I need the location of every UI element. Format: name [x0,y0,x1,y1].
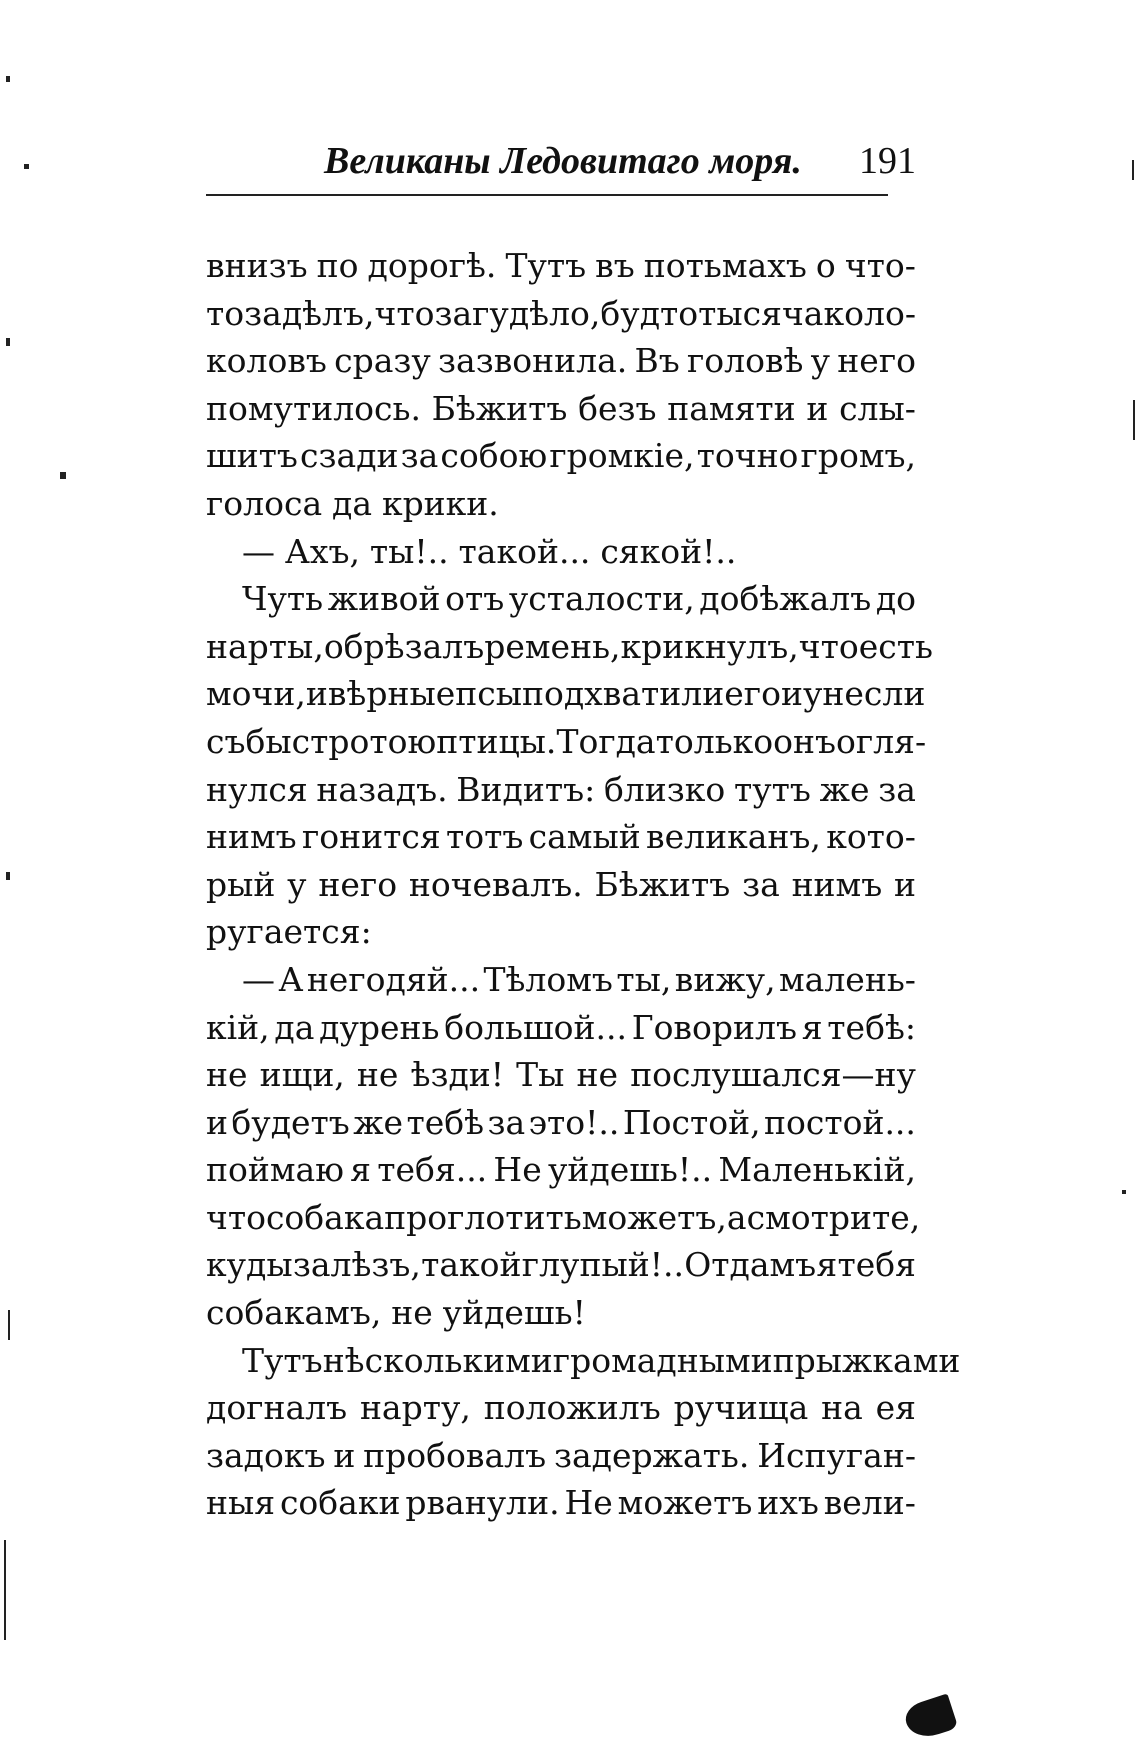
text-line: мочи, и вѣрные псы подхватили его и унесли [206,674,926,714]
text-line: коловъ сразу зазвонила. Въ головѣ у него [206,341,916,381]
text-line: то задѣлъ, что загудѣло, будто тысяча коло- [206,293,916,333]
margin-speck [6,76,10,82]
page-number: 191 [859,140,916,182]
text-line: — А негодяй... Тѣломъ ты, вижу, малень- [242,959,916,999]
text-line: Чуть живой отъ усталости, добѣжалъ до [242,579,916,619]
text-line: нимъ гонится тотъ самый великанъ, кото- [206,817,916,857]
text-line: голоса да крики. [206,483,499,523]
text-line: задокъ и пробовалъ задержать. Испуган- [206,1435,916,1475]
text-line: собакамъ, не уйдешь! [206,1293,586,1333]
running-title: Великаны Ледовитаго моря. [324,140,802,182]
text-line: ныя собаки рванули. Не можетъ ихъ вели- [206,1483,916,1523]
text-line: куды залѣзъ, такой глупый!.. Отдамъ я тебя [206,1245,916,1285]
text-line: Тутъ нѣсколькими громадными прыжками [242,1340,961,1380]
margin-speck [24,164,29,169]
text-line: — Ахъ, ты!.. такой... сякой!.. [242,531,737,571]
text-line: и будетъ же тебѣ за это!.. Постой, постой... [206,1102,916,1142]
body-text [206,242,961,1527]
text-line: кій, да дурень большой... Говорилъ я тебѣ: [206,1007,916,1047]
text-line: поймаю я тебя... Не уйдешь!.. Маленькій, [206,1150,916,1190]
text-line: ругается: [206,912,372,952]
margin-speck [1122,1190,1126,1194]
running-header [206,136,916,186]
margin-speck [6,872,10,880]
margin-speck [8,1310,10,1340]
text-line: помутилось. Бѣжитъ безъ памяти и слы- [206,388,916,428]
margin-speck [1132,160,1134,180]
text-line: что собака проглотить можетъ, а смотрите, [206,1197,921,1237]
text-line: нарты, обрѣзалъ ремень, крикнулъ, что есть [206,626,933,666]
text-line: шитъ сзади за собою громкіе, точно громъ, [206,436,916,476]
text-line: не ищи, не ѣзди! Ты не послушался—ну [206,1055,916,1095]
header-rule [206,194,888,196]
margin-speck [1133,400,1135,440]
margin-speck [6,338,10,346]
text-line: съ быстротою птицы. Тогда только онъ огля- [206,721,927,761]
text-line: нулся назадъ. Видитъ: близко тутъ же за [206,769,916,809]
text-line: рый у него ночевалъ. Бѣжитъ за нимъ и [206,864,916,904]
text-line: внизъ по дорогѣ. Тутъ въ потьмахъ о что- [206,246,916,285]
text-line: догналъ нарту, положилъ ручища на ея [206,1388,916,1428]
ink-blot [902,1693,959,1742]
margin-speck [4,1540,6,1640]
margin-speck [60,472,66,479]
